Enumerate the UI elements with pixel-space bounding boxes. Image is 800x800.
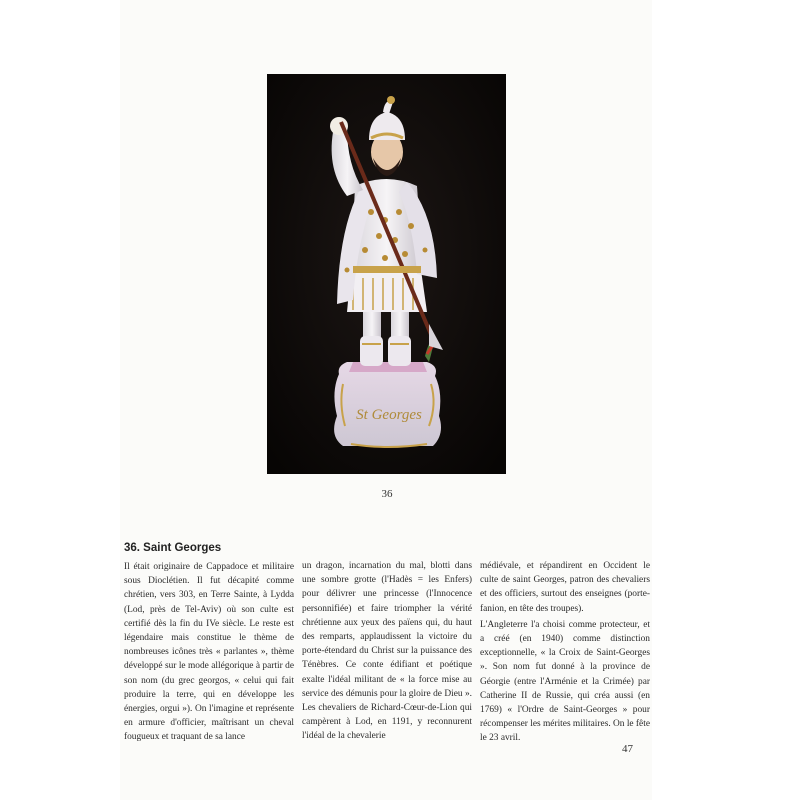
entry-title: 36. Saint Georges: [124, 542, 222, 554]
text-column-3: [480, 559, 650, 746]
paragraph: L'Angleterre l'a choisi comme protecteur, et a créé (en 1940) comme distinction exceptionnelle, « la Croix de Saint-Georges ». Son nom fut donné à la province de Géorgie (entre l'Arménie et la Crimée) par Catherine II de Russie, qui créa aussi (en 1769) « l'Ordre de Saint-Georges » pour récompenser les mérites militaires. On le fête le 23 avril.: [480, 619, 650, 744]
text-column-2: [302, 559, 472, 744]
paragraph: Il était originaire de Cappadoce et militaire sous Dioclétien. Il fut décapité comme chrétien, vers 303, en Terre Sainte, à Lydda (Lod, près de Tel-Aviv) où son culte est certifié dès la fin du IVe siècle. Le reste est légendaire mais constitue le thème de nombreuses icônes très « parlantes », thème développé sur le mode allégorique à partir de son nom (du grec georgos, « celui qui fait produire la terre, qui en développe les énergies, orgui »). On l'imagine et représente en armure d'officier, maîtrisant un cheval fougueux et traquant de sa lance: [124, 562, 294, 743]
pedestal-inscription: St Georges: [356, 407, 422, 423]
page-number: 47: [622, 743, 633, 755]
saint-georges-figurine-image: [267, 74, 506, 474]
figure-number: 36: [381, 488, 393, 500]
text-column-1: [124, 560, 294, 745]
paragraph: un dragon, incarnation du mal, blotti dans une sombre grotte (l'Hadès = les Enfers) pour délivrer une princesse (l'Innocence personnifiée) et faire triompher la vérité chrétienne aux yeux des païens qui, du haut des remparts, applaudissent la victoire du porte-étendard du Christ sur la puissance des Ténèbres. Ce conte édifiant et poétique exalte l'idéal militant de « la force mise au service des démunis pour la gloire de Dieu ». Les chevaliers de Richard-Cœur-de-Lion qui campèrent à Lod, en 1191, y reconnurent l'idéal de la chevalerie: [302, 561, 472, 742]
paragraph: médiévale, et répandirent en Occident le culte de saint Georges, patron des chevaliers et des officiers, surtout des enseignes (porte-fanion, en tête des troupes).: [480, 561, 650, 614]
figurine-photo: [267, 74, 506, 474]
